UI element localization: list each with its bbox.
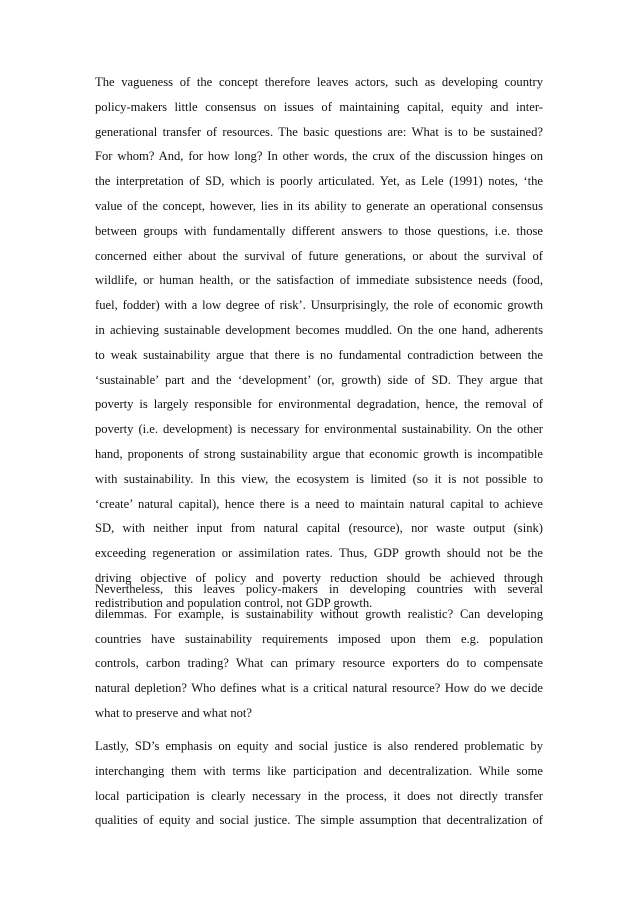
text-line: SD, with neither input from natural capital (resource), nor waste output (sink) bbox=[95, 521, 543, 536]
text-line: ‘create’ natural capital), hence there is a need to maintain natural capital to achieve bbox=[95, 496, 543, 511]
text-line: Nevertheless, this leaves policy-makers in developing countries with several bbox=[95, 582, 543, 596]
text-line: with sustainability. In this view, the ecosystem is limited (so it is not possible to bbox=[95, 471, 543, 486]
text-line: what to preserve and what not? bbox=[95, 706, 253, 720]
text-line: concerned either about the survival of future generations, or about the survival of bbox=[95, 248, 543, 263]
text-line: driving objective of policy and poverty reduction should be achieved through bbox=[95, 571, 543, 585]
text-line: between groups with fundamentally different answers to those questions, i.e. those bbox=[95, 223, 543, 238]
text-line: The vagueness of the concept therefore leaves actors, such as developing country bbox=[95, 75, 543, 89]
text-line: For whom? And, for how long? In other words, the crux of the discussion hinges on bbox=[95, 149, 543, 164]
text-line: generational transfer of resources. The basic questions are: What is to be sustained? bbox=[95, 124, 543, 139]
text-line: exceeding regeneration or assimilation rates. Thus, GDP growth should not be the bbox=[95, 546, 543, 561]
text-line: natural depletion? Who defines what is a critical natural resource? How do we decide bbox=[95, 681, 543, 696]
text-line: poverty (i.e. development) is necessary for environmental sustainability. On the other bbox=[95, 422, 543, 437]
text-line: in achieving sustainable development becomes muddled. On the one hand, adherents bbox=[95, 323, 543, 337]
text-line: hand, proponents of strong sustainability argue that economic growth is incompatible bbox=[95, 447, 543, 461]
text-line: value of the concept, however, lies in its ability to generate an operational consensus bbox=[95, 199, 543, 213]
text-line: interchanging them with terms like participation and decentralization. While some bbox=[95, 763, 543, 778]
text-line: dilemmas. For example, is sustainability without growth realistic? Can developing bbox=[95, 606, 543, 621]
text-line: to weak sustainability argue that there is no fundamental contradiction between the bbox=[95, 347, 543, 362]
text-line: Lastly, SD’s emphasis on equity and social justice is also rendered problematic by bbox=[95, 739, 543, 753]
text-line: wildlife, or human health, or the satisfaction of immediate subsistence needs (food, bbox=[95, 273, 543, 288]
text-line: ‘sustainable’ part and the ‘development’ (or, growth) side of SD. They argue that bbox=[95, 372, 543, 387]
text-line: local participation is clearly necessary in the process, it does not directly transfer bbox=[95, 788, 543, 803]
text-line: redistribution and population control, not GDP growth. bbox=[95, 595, 373, 610]
text-line: policy-makers little consensus on issues of maintaining capital, equity and inter- bbox=[95, 99, 543, 114]
text-line: fuel, fodder) with a low degree of risk’. Unsurprisingly, the role of economic growth bbox=[95, 298, 543, 313]
text-line: qualities of equity and social justice. The simple assumption that decentralization of bbox=[95, 813, 543, 828]
text-line: countries have sustainability requirements imposed upon them e.g. population bbox=[95, 631, 543, 646]
text-line: poverty is largely responsible for environmental degradation, hence, the removal of bbox=[95, 397, 543, 412]
text-line: the interpretation of SD, which is poorly articulated. Yet, as Lele (1991) notes, ‘the bbox=[95, 174, 543, 189]
text-line: controls, carbon trading? What can primary resource exporters do to compensate bbox=[95, 656, 543, 671]
